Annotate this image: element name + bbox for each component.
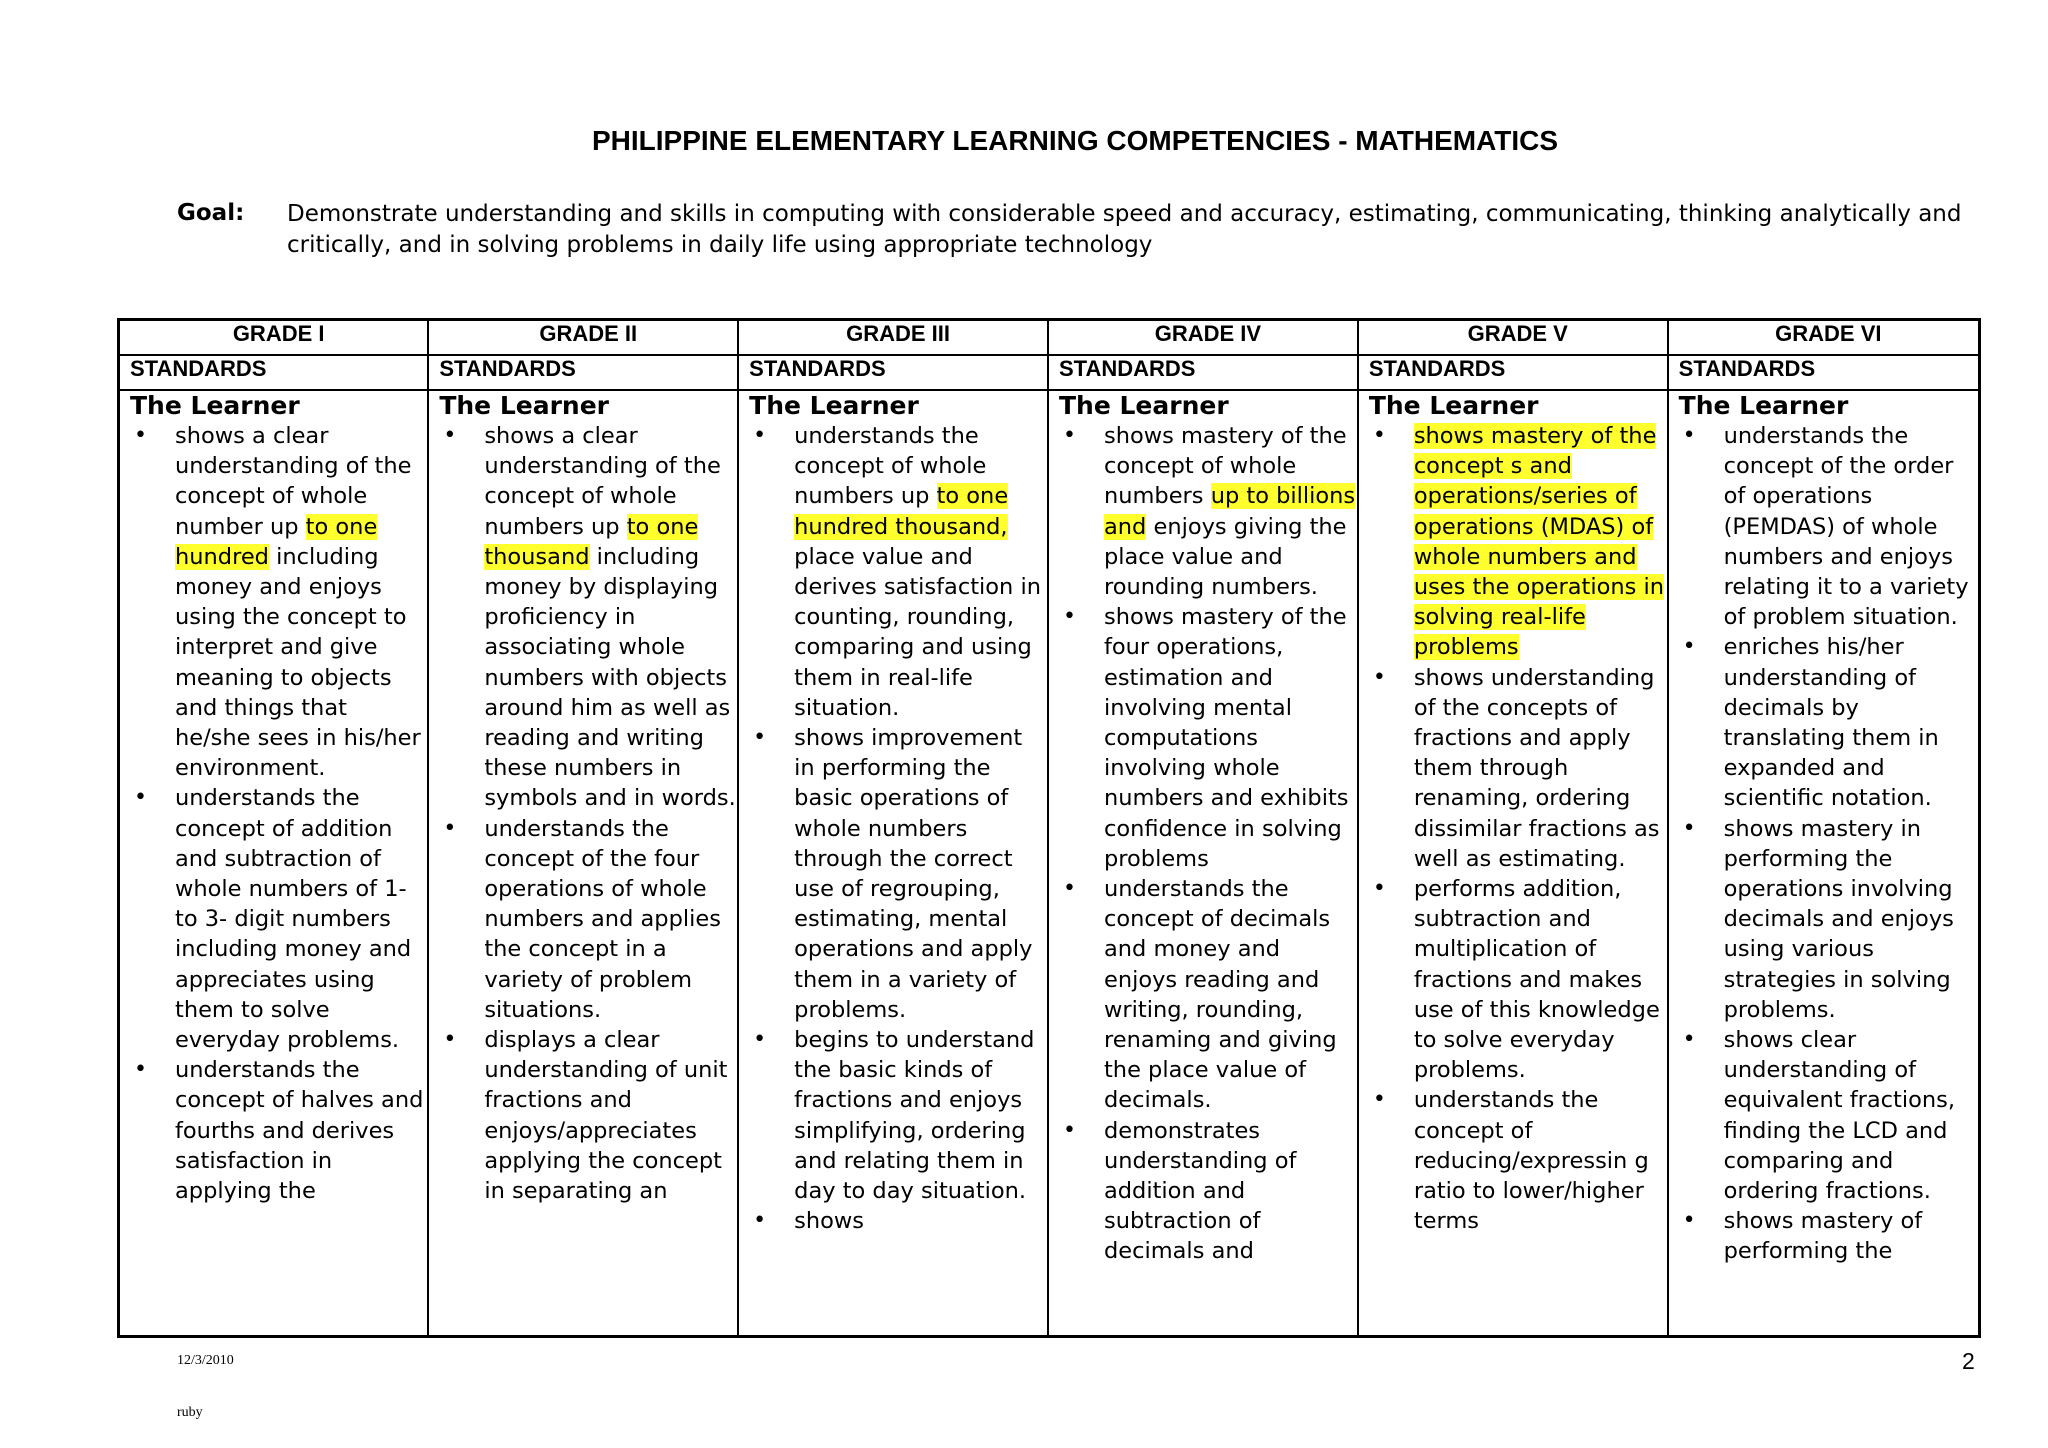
learner-heading: The Learner: [1058, 391, 1229, 420]
standard-text: understands the concept of the four operations of whole numbers and applies the concept in a variety of problem situations.: [484, 815, 721, 1023]
bullet-icon: •: [1062, 1117, 1076, 1143]
standard-item: [1369, 663, 1667, 874]
standard-text: understands the concept of halves and fourths and derives satisfaction in applying the: [175, 1057, 424, 1205]
learner-heading: The Learner: [1678, 391, 1849, 420]
grade-header: GRADE I: [119, 320, 429, 356]
bullet-icon: •: [134, 785, 147, 811]
goal-text: Demonstrate understanding and skills in computing with considerable speed and accuracy, estimating, communicating, thinking analytically and critically, and in solving problems in daily life using appropriate technology: [287, 201, 1962, 258]
learner-heading: The Learner: [130, 391, 300, 420]
standard-item: [1369, 1085, 1667, 1236]
grade-standards-cell: [1358, 390, 1668, 1337]
standards-header: STANDARDS: [1358, 355, 1668, 390]
grade-header: GRADE III: [738, 320, 1048, 356]
standard-item: [439, 1025, 737, 1206]
highlighted-text: shows mastery of the concept s and operations/series of operations (MDAS) of whole numbers and uses the operations in solving real-life problems: [1413, 423, 1665, 661]
standard-item: [130, 783, 427, 1055]
standard-text: shows a clear understanding of the concept of whole number up: [175, 423, 412, 540]
standard-text: enriches his/her understanding of decimals by translating them in expanded and scientific notation.: [1723, 634, 1939, 812]
grade-header: GRADE IV: [1048, 320, 1358, 356]
goal-label: Goal:: [177, 200, 245, 226]
standard-text: understands the concept of whole numbers up: [794, 423, 987, 510]
standard-item: [749, 1206, 1047, 1236]
highlighted-text: to one thousand: [484, 513, 699, 570]
grade-standards-cell: [119, 390, 429, 1337]
bullet-icon: •: [443, 815, 457, 841]
grade-header: GRADE V: [1358, 320, 1668, 356]
page-number: 2: [1962, 1348, 1975, 1374]
standard-text: demonstrates understanding of addition and subtraction of decimals and: [1103, 1117, 1297, 1265]
standard-text: shows: [794, 1208, 865, 1235]
bullet-icon: •: [1682, 1027, 1696, 1053]
standard-text: shows mastery of the four operations, estimation and involving mental computations involving whole numbers and exhibits confidence in solving problems: [1103, 604, 1349, 872]
standards-header: STANDARDS: [1048, 355, 1358, 390]
standard-text: begins to understand the basic kinds of fractions and enjoys simplifying, ordering and relating them in day to day situation.: [794, 1027, 1035, 1205]
bullet-icon: •: [753, 1027, 767, 1053]
bullet-icon: •: [753, 1208, 767, 1234]
grade-standards-cell: [428, 390, 738, 1337]
bullet-icon: •: [134, 423, 147, 448]
standard-text: shows a clear understanding of the concept of whole numbers up: [484, 423, 721, 540]
standard-item: [130, 421, 427, 783]
standard-item: [439, 421, 737, 814]
standards-body-row: [119, 390, 1980, 1337]
standard-text: understands the concept of decimals and money and enjoys reading and writing, rounding, renaming and giving the place value of decimals.: [1103, 876, 1337, 1114]
bullet-icon: •: [1062, 604, 1076, 630]
standards-header: STANDARDS: [428, 355, 738, 390]
standards-header: STANDARDS: [119, 355, 429, 390]
standard-item: [1369, 874, 1667, 1085]
learner-heading: The Learner: [1368, 391, 1539, 420]
grade-standards-cell: [1048, 390, 1358, 1337]
standards-list: [130, 421, 427, 1206]
bullet-icon: •: [1372, 423, 1386, 448]
bullet-icon: •: [1682, 1208, 1696, 1234]
highlighted-text: to one hundred: [175, 513, 378, 570]
competencies-table: [117, 318, 1981, 1338]
standard-text: understands the concept of reducing/expressin g ratio to lower/higher terms: [1413, 1087, 1649, 1235]
standard-text: shows mastery in performing the operations involving decimals and enjoys using various strategies in solving problems.: [1723, 815, 1954, 1023]
grade-header-row: [119, 320, 1980, 356]
grade-header: GRADE II: [428, 320, 738, 356]
standards-header: STANDARDS: [1668, 355, 1980, 390]
bullet-icon: •: [443, 423, 457, 448]
standard-text: shows improvement in performing the basic operations of whole numbers through the correct use of regrouping, estimating, mental operations and apply them in a variety of problems.: [794, 725, 1033, 1023]
standards-header: STANDARDS: [738, 355, 1048, 390]
learner-heading: The Learner: [439, 391, 610, 420]
standard-text: shows clear understanding of equivalent fractions, finding the LCD and comparing and ordering fractions.: [1723, 1027, 1956, 1205]
bullet-icon: •: [443, 1027, 457, 1053]
standard-item: [1679, 814, 1978, 1025]
standards-list: [1369, 421, 1667, 1236]
bullet-icon: •: [1062, 423, 1076, 448]
bullet-icon: •: [1372, 1087, 1386, 1113]
bullet-icon: •: [1682, 634, 1696, 660]
standard-text: including money and enjoys using the concept to interpret and give meaning to objects and things that he/she sees in his/her environment.: [175, 543, 421, 782]
standard-text: shows mastery of the concept of whole numbers: [1103, 423, 1347, 510]
standard-item: [1679, 1206, 1978, 1266]
bullet-icon: •: [1372, 664, 1386, 690]
standards-list: [1059, 421, 1357, 1267]
page-title: PHILIPPINE ELEMENTARY LEARNING COMPETENCIES - MATHEMATICS: [591, 125, 1559, 156]
standard-item: [1679, 421, 1978, 632]
standard-text: understands the concept of the order of operations (PEMDAS) of whole numbers and enjoys relating it to a variety of problem situation.: [1723, 423, 1969, 631]
standard-text: performs addition, subtraction and multiplication of fractions and makes use of this knowledge to solve everyday problems.: [1413, 876, 1660, 1084]
bullet-icon: •: [753, 725, 767, 751]
standard-text: shows mastery of performing the: [1723, 1208, 1923, 1265]
footer-date: 12/3/2010: [177, 1353, 234, 1368]
highlighted-text: up to billions and: [1103, 483, 1356, 540]
bullet-icon: •: [1682, 815, 1696, 841]
standard-text: displays a clear understanding of unit fractions and enjoys/appreciates applying the concept in separating an: [484, 1027, 728, 1205]
learner-heading: The Learner: [749, 391, 919, 420]
standard-item: [1059, 421, 1357, 602]
standard-text: understands the concept of addition and subtraction of whole numbers of 1- to 3- digit numbers including money and appreciates using them to solve everyday problems.: [175, 785, 412, 1054]
standard-text: enjoys giving the place value and rounding numbers.: [1103, 513, 1347, 601]
standards-list: [749, 421, 1047, 1236]
standard-text: place value and derives satisfaction in counting, rounding, comparing and using them in real-life situation.: [794, 543, 1041, 721]
standard-item: [749, 723, 1047, 1025]
standard-item: [439, 814, 737, 1025]
footer-author: ruby: [177, 1405, 203, 1420]
standard-item: [1679, 1025, 1978, 1206]
bullet-icon: •: [1372, 876, 1386, 902]
bullet-icon: •: [134, 1057, 147, 1083]
standards-list: [1679, 421, 1978, 1267]
standard-item: [1059, 1116, 1357, 1267]
standard-item: [749, 1025, 1047, 1206]
standard-item: [1059, 874, 1357, 1116]
grade-header: GRADE VI: [1668, 320, 1980, 356]
standard-text: including money by displaying proficiency in associating whole numbers with objects around him as well as reading and writing these numbers in symbols and in words.: [484, 543, 736, 812]
bullet-icon: •: [1682, 423, 1696, 448]
bullet-icon: •: [1062, 876, 1076, 902]
bullet-icon: •: [753, 423, 767, 448]
standards-header-row: [119, 355, 1980, 390]
grade-standards-cell: [1668, 390, 1980, 1337]
standard-item: [1059, 602, 1357, 874]
grade-standards-cell: [738, 390, 1048, 1337]
standard-text: shows understanding of the concepts of fractions and apply them through renaming, ordering dissimilar fractions as well as estimating.: [1413, 664, 1660, 872]
standard-item: [130, 1055, 427, 1206]
standard-item: [1679, 632, 1978, 813]
standards-list: [439, 421, 737, 1206]
standard-item: [749, 421, 1047, 723]
highlighted-text: to one hundred thousand,: [794, 483, 1009, 540]
standard-item: [1369, 421, 1667, 663]
